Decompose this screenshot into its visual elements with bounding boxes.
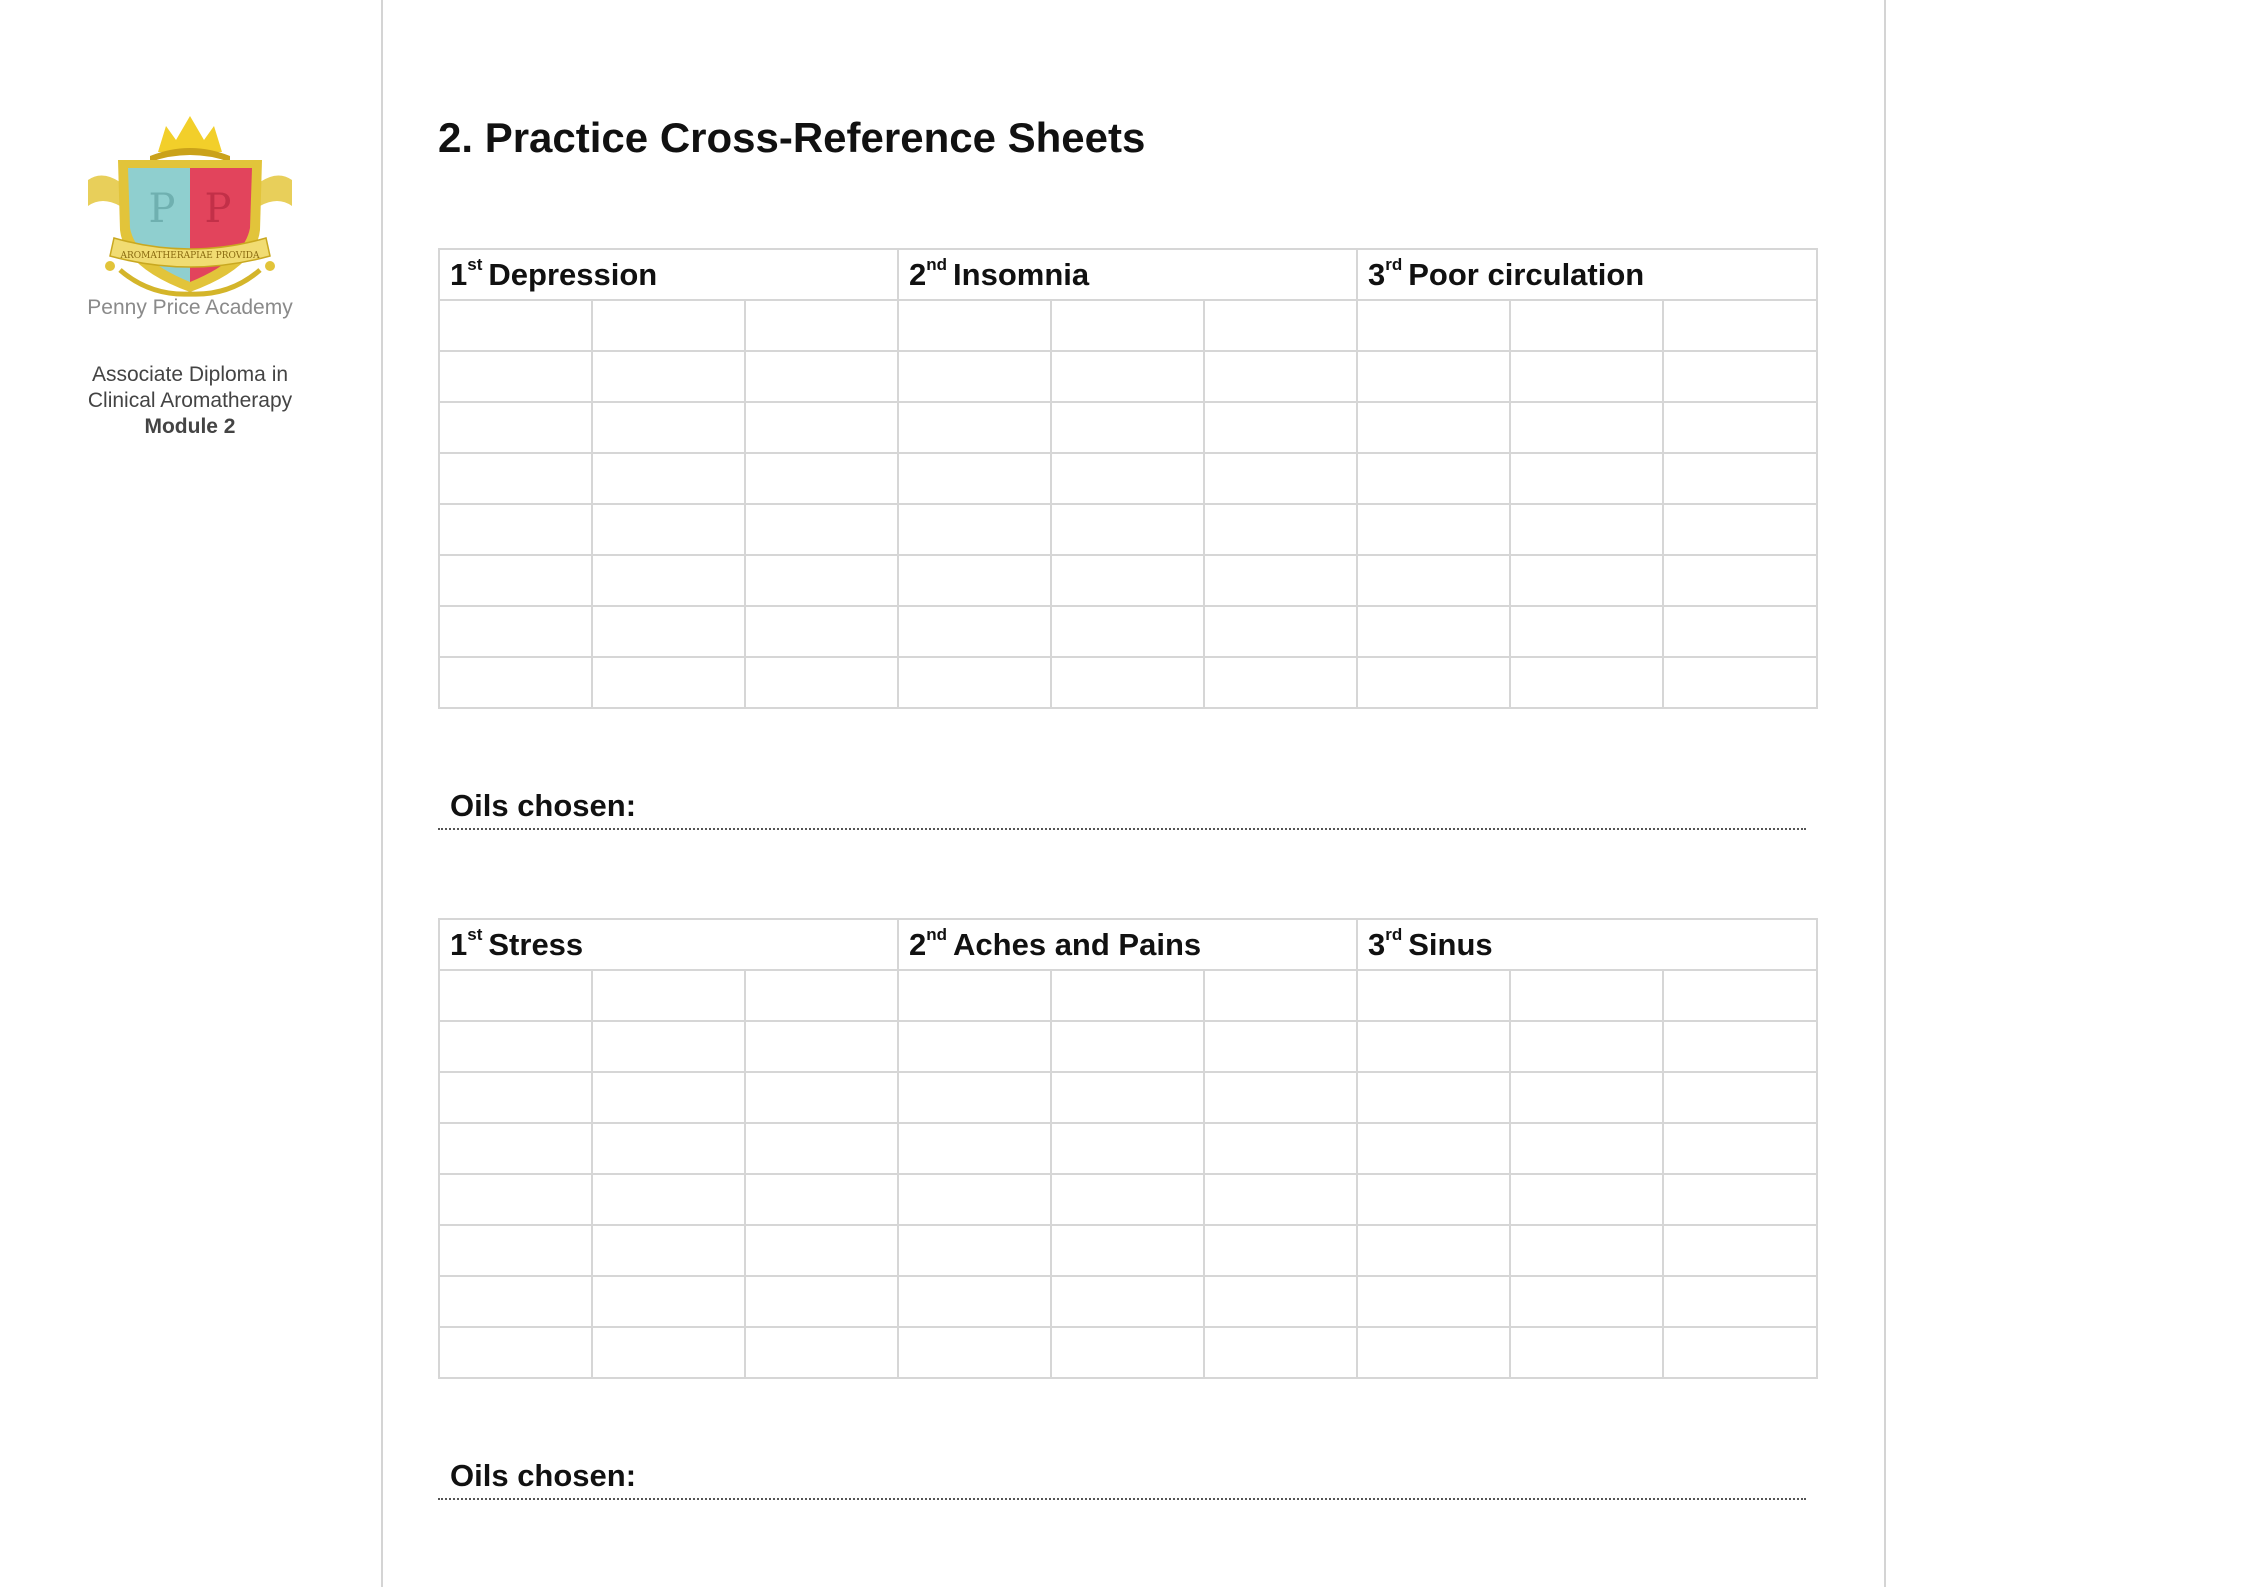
blank-entry-cell[interactable] — [439, 1327, 592, 1378]
blank-entry-cell[interactable] — [1204, 1276, 1357, 1327]
blank-entry-cell[interactable] — [592, 970, 745, 1021]
table-row — [439, 1276, 1817, 1327]
header-row — [439, 919, 1817, 970]
blank-entry-cell[interactable] — [1663, 453, 1817, 504]
blank-entry-cell[interactable] — [898, 504, 1051, 555]
condition-header-1 — [439, 249, 898, 300]
blank-entry-cell[interactable] — [1357, 351, 1510, 402]
crest-banner-text: AROMATHERAPIAE PROVIDA — [120, 251, 260, 261]
condition-label: Depression — [488, 256, 658, 292]
blank-entry-cell[interactable] — [898, 1225, 1051, 1276]
condition-header-3 — [1357, 919, 1817, 970]
condition-label: Sinus — [1408, 926, 1493, 962]
blank-entry-cell[interactable] — [898, 970, 1051, 1021]
blank-entry-cell[interactable] — [1663, 970, 1817, 1021]
blank-entry-cell[interactable] — [1051, 1225, 1204, 1276]
blank-entry-cell[interactable] — [592, 1225, 745, 1276]
blank-entry-cell[interactable] — [1357, 453, 1510, 504]
blank-entry-cell[interactable] — [1204, 970, 1357, 1021]
table-row — [439, 351, 1817, 402]
oils-chosen-label: Oils chosen: — [450, 1458, 637, 1493]
course-line-1: Associate Diploma in — [91, 363, 289, 386]
blank-entry-cell[interactable] — [1663, 1123, 1817, 1174]
blank-entry-cell[interactable] — [1663, 1225, 1817, 1276]
header-row — [439, 249, 1817, 300]
blank-entry-cell[interactable] — [898, 1276, 1051, 1327]
blank-entry-cell[interactable] — [898, 300, 1051, 351]
blank-entry-cell[interactable] — [439, 351, 592, 402]
blank-entry-cell[interactable] — [1051, 1276, 1204, 1327]
blank-entry-cell[interactable] — [1204, 1021, 1357, 1072]
blank-entry-cell[interactable] — [1204, 300, 1357, 351]
blank-entry-cell[interactable] — [439, 1174, 592, 1225]
blank-entry-cell[interactable] — [1204, 1072, 1357, 1123]
blank-entry-cell[interactable] — [1663, 1021, 1817, 1072]
blank-entry-cell[interactable] — [1204, 1174, 1357, 1225]
svg-text:P: P — [204, 186, 232, 232]
blank-entry-cell[interactable] — [898, 453, 1051, 504]
blank-entry-cell[interactable] — [745, 453, 898, 504]
blank-entry-cell[interactable] — [1357, 1276, 1510, 1327]
blank-entry-cell[interactable] — [592, 402, 745, 453]
blank-entry-cell[interactable] — [1510, 1123, 1663, 1174]
table-row — [439, 453, 1817, 504]
blank-entry-cell[interactable] — [898, 657, 1051, 708]
blank-entry-cell[interactable] — [1357, 1123, 1510, 1174]
blank-entry-cell[interactable] — [1663, 504, 1817, 555]
blank-entry-cell[interactable] — [439, 1276, 592, 1327]
blank-entry-cell[interactable] — [439, 555, 592, 606]
table-row — [439, 504, 1817, 555]
order-number: 3 — [1368, 256, 1386, 292]
order-number: 2 — [909, 256, 927, 292]
blank-entry-cell[interactable] — [1051, 402, 1204, 453]
blank-entry-cell[interactable] — [1510, 1276, 1663, 1327]
order-suffix: st — [467, 255, 483, 275]
blank-entry-cell[interactable] — [1357, 657, 1510, 708]
blank-entry-cell[interactable] — [439, 1225, 592, 1276]
blank-entry-cell[interactable] — [898, 402, 1051, 453]
blank-entry-cell[interactable] — [1510, 970, 1663, 1021]
blank-entry-cell[interactable] — [592, 1327, 745, 1378]
blank-entry-cell[interactable] — [1204, 606, 1357, 657]
blank-entry-cell[interactable] — [1663, 657, 1817, 708]
order-suffix: nd — [926, 255, 948, 275]
blank-entry-cell[interactable] — [1510, 1225, 1663, 1276]
condition-header-2 — [898, 249, 1357, 300]
blank-entry-cell[interactable] — [1204, 1327, 1357, 1378]
blank-entry-cell[interactable] — [745, 1072, 898, 1123]
table-row — [439, 1021, 1817, 1072]
blank-entry-cell[interactable] — [1051, 657, 1204, 708]
cross-reference-table-2 — [438, 918, 1818, 1379]
blank-entry-cell[interactable] — [1204, 351, 1357, 402]
table-row — [439, 1123, 1817, 1174]
blank-entry-cell[interactable] — [1051, 1072, 1204, 1123]
blank-entry-cell[interactable] — [1357, 300, 1510, 351]
blank-entry-cell[interactable] — [1357, 606, 1510, 657]
table-row — [439, 657, 1817, 708]
academy-crest-logo — [80, 110, 300, 300]
blank-entry-cell[interactable] — [1051, 453, 1204, 504]
blank-entry-cell[interactable] — [592, 300, 745, 351]
blank-entry-cell[interactable] — [1510, 606, 1663, 657]
order-number: 3 — [1368, 926, 1386, 962]
order-suffix: nd — [926, 925, 948, 945]
blank-entry-cell[interactable] — [745, 300, 898, 351]
blank-entry-cell[interactable] — [1051, 504, 1204, 555]
order-suffix: rd — [1385, 925, 1403, 945]
blank-entry-cell[interactable] — [1510, 555, 1663, 606]
blank-entry-cell[interactable] — [745, 351, 898, 402]
blank-entry-cell[interactable] — [1510, 402, 1663, 453]
order-number: 2 — [909, 926, 927, 962]
blank-entry-cell[interactable] — [592, 351, 745, 402]
oils-chosen-line-2[interactable] — [438, 1460, 1806, 1500]
table-row — [439, 970, 1817, 1021]
blank-entry-cell[interactable] — [1663, 351, 1817, 402]
table-row — [439, 300, 1817, 351]
blank-entry-cell[interactable] — [1357, 1174, 1510, 1225]
blank-entry-cell[interactable] — [745, 504, 898, 555]
blank-entry-cell[interactable] — [1051, 970, 1204, 1021]
blank-entry-cell[interactable] — [439, 300, 592, 351]
blank-entry-cell[interactable] — [898, 555, 1051, 606]
academy-name: Penny Price Academy — [87, 296, 293, 319]
blank-entry-cell[interactable] — [1204, 555, 1357, 606]
blank-entry-cell[interactable] — [745, 606, 898, 657]
blank-entry-cell[interactable] — [1663, 300, 1817, 351]
blank-entry-cell[interactable] — [439, 1072, 592, 1123]
blank-entry-cell[interactable] — [1204, 504, 1357, 555]
blank-entry-cell[interactable] — [745, 555, 898, 606]
condition-label: Stress — [488, 926, 584, 962]
blank-entry-cell[interactable] — [1663, 555, 1817, 606]
condition-label: Poor circulation — [1408, 256, 1645, 292]
blank-entry-cell[interactable] — [439, 657, 592, 708]
blank-entry-cell[interactable] — [1510, 300, 1663, 351]
course-line-2: Clinical Aromatherapy — [87, 389, 293, 412]
blank-entry-cell[interactable] — [439, 504, 592, 555]
condition-label: Aches and Pains — [953, 926, 1202, 962]
blank-entry-cell[interactable] — [1510, 1021, 1663, 1072]
blank-entry-cell[interactable] — [1051, 555, 1204, 606]
blank-entry-cell[interactable] — [439, 1123, 592, 1174]
blank-entry-cell[interactable] — [1051, 300, 1204, 351]
blank-entry-cell[interactable] — [1204, 657, 1357, 708]
table-row — [439, 402, 1817, 453]
blank-entry-cell[interactable] — [439, 606, 592, 657]
blank-entry-cell[interactable] — [1357, 402, 1510, 453]
blank-entry-cell[interactable] — [1663, 1174, 1817, 1225]
table-row — [439, 1225, 1817, 1276]
blank-entry-cell[interactable] — [745, 1225, 898, 1276]
blank-entry-cell[interactable] — [898, 1021, 1051, 1072]
blank-entry-cell[interactable] — [439, 402, 592, 453]
blank-entry-cell[interactable] — [1357, 1327, 1510, 1378]
right-margin-line — [1884, 0, 1886, 1587]
blank-entry-cell[interactable] — [1204, 402, 1357, 453]
blank-entry-cell[interactable] — [1510, 1327, 1663, 1378]
blank-entry-cell[interactable] — [1510, 351, 1663, 402]
page-title: 2. Practice Cross-Reference Sheets — [438, 114, 1146, 161]
blank-entry-cell[interactable] — [898, 606, 1051, 657]
oils-chosen-label: Oils chosen: — [450, 788, 637, 823]
blank-entry-cell[interactable] — [1051, 606, 1204, 657]
oils-chosen-line-1[interactable] — [438, 790, 1806, 830]
blank-entry-cell[interactable] — [745, 1276, 898, 1327]
blank-entry-cell[interactable] — [745, 1327, 898, 1378]
order-number: 1 — [450, 926, 468, 962]
blank-entry-cell[interactable] — [1051, 1123, 1204, 1174]
blank-entry-cell[interactable] — [898, 1123, 1051, 1174]
blank-entry-cell[interactable] — [745, 657, 898, 708]
blank-entry-cell[interactable] — [592, 1276, 745, 1327]
blank-entry-cell[interactable] — [1663, 606, 1817, 657]
left-margin-line — [381, 0, 383, 1587]
blank-entry-cell[interactable] — [898, 1072, 1051, 1123]
table-row — [439, 606, 1817, 657]
blank-entry-cell[interactable] — [592, 657, 745, 708]
blank-entry-cell[interactable] — [592, 1021, 745, 1072]
blank-entry-cell[interactable] — [439, 453, 592, 504]
blank-entry-cell[interactable] — [745, 970, 898, 1021]
condition-header-3 — [1357, 249, 1817, 300]
blank-entry-cell[interactable] — [592, 1072, 745, 1123]
svg-text:P: P — [148, 186, 176, 232]
blank-entry-cell[interactable] — [745, 402, 898, 453]
blank-entry-cell[interactable] — [1204, 453, 1357, 504]
condition-header-1 — [439, 919, 898, 970]
blank-entry-cell[interactable] — [592, 1174, 745, 1225]
blank-entry-cell[interactable] — [439, 970, 592, 1021]
blank-entry-cell[interactable] — [745, 1174, 898, 1225]
cross-reference-table-1 — [438, 248, 1818, 709]
table-row — [439, 1327, 1817, 1378]
course-info — [0, 362, 380, 440]
blank-entry-cell[interactable] — [1663, 402, 1817, 453]
blank-entry-cell[interactable] — [1663, 1327, 1817, 1378]
order-number: 1 — [450, 256, 468, 292]
blank-entry-cell[interactable] — [1051, 1174, 1204, 1225]
blank-entry-cell[interactable] — [1357, 1072, 1510, 1123]
table-row — [439, 555, 1817, 606]
blank-entry-cell[interactable] — [592, 1123, 745, 1174]
blank-entry-cell[interactable] — [1357, 1021, 1510, 1072]
blank-entry-cell[interactable] — [1663, 1276, 1817, 1327]
blank-entry-cell[interactable] — [898, 1327, 1051, 1378]
blank-entry-cell[interactable] — [1510, 1072, 1663, 1123]
order-suffix: st — [467, 925, 483, 945]
blank-entry-cell[interactable] — [745, 1021, 898, 1072]
blank-entry-cell[interactable] — [1051, 1021, 1204, 1072]
table-row — [439, 1174, 1817, 1225]
blank-entry-cell[interactable] — [1510, 657, 1663, 708]
module-label: Module 2 — [144, 415, 236, 438]
blank-entry-cell[interactable] — [1051, 1327, 1204, 1378]
condition-header-2 — [898, 919, 1357, 970]
blank-entry-cell[interactable] — [745, 1123, 898, 1174]
blank-entry-cell[interactable] — [1357, 504, 1510, 555]
blank-entry-cell[interactable] — [1510, 504, 1663, 555]
blank-entry-cell[interactable] — [1510, 1174, 1663, 1225]
condition-label: Insomnia — [953, 256, 1090, 292]
blank-entry-cell[interactable] — [1357, 970, 1510, 1021]
blank-entry-cell[interactable] — [592, 504, 745, 555]
blank-entry-cell[interactable] — [1204, 1225, 1357, 1276]
blank-entry-cell[interactable] — [1357, 1225, 1510, 1276]
blank-entry-cell[interactable] — [592, 606, 745, 657]
blank-entry-cell[interactable] — [1510, 453, 1663, 504]
blank-entry-cell[interactable] — [592, 555, 745, 606]
blank-entry-cell[interactable] — [898, 351, 1051, 402]
blank-entry-cell[interactable] — [1357, 555, 1510, 606]
order-suffix: rd — [1385, 255, 1403, 275]
blank-entry-cell[interactable] — [592, 453, 745, 504]
table-row — [439, 1072, 1817, 1123]
blank-entry-cell[interactable] — [1663, 1072, 1817, 1123]
blank-entry-cell[interactable] — [1051, 351, 1204, 402]
blank-entry-cell[interactable] — [1204, 1123, 1357, 1174]
blank-entry-cell[interactable] — [898, 1174, 1051, 1225]
blank-entry-cell[interactable] — [439, 1021, 592, 1072]
